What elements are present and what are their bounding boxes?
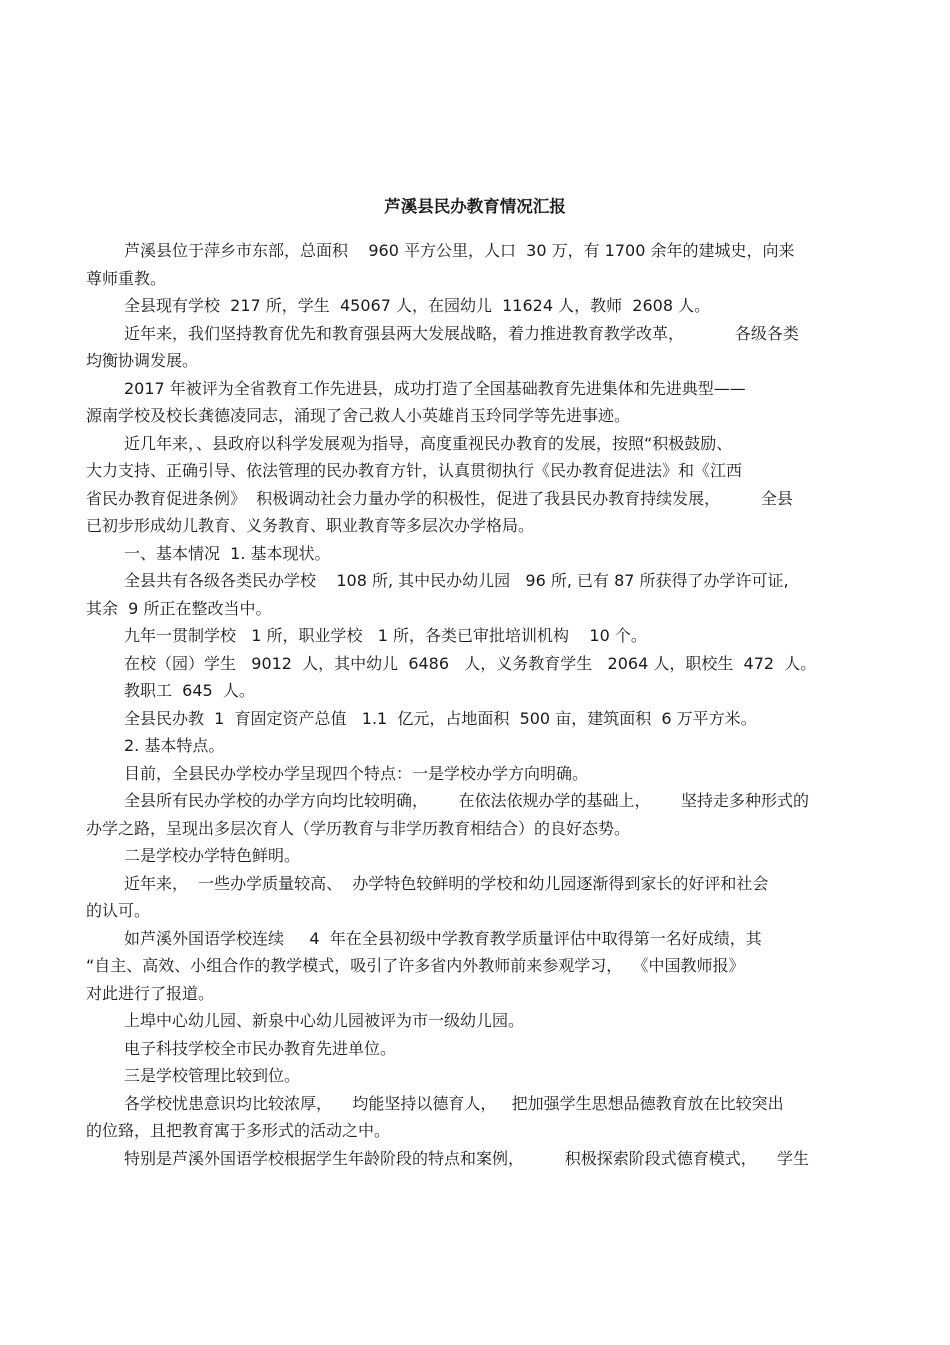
paragraph-line: 办学之路，呈现出多层次育人（学历教育与非学历教育相结合）的良好态势。 [86, 818, 631, 838]
paragraph-line: 特别是芦溪外国语学校根据学生年龄阶段的特点和案例， 积极探索阶段式德育模式， 学生 [124, 1148, 810, 1168]
paragraph-line: 源南学校及校长龚德凌同志，涌现了舍己救人小英雄肖玉玲同学等先进事迹。 [86, 406, 631, 425]
paragraph-line: 近年来， 一些办学质量较高、 办学特色较鲜明的学校和幼儿园逐渐得到家长的好评和社会 [124, 873, 769, 893]
paragraph [86, 1007, 866, 1035]
paragraph-line: 尊师重教。 [86, 268, 167, 288]
paragraph-line: 二是学校办学特色鲜明。 [124, 846, 301, 865]
paragraph [86, 787, 866, 842]
paragraph [86, 1062, 866, 1090]
paragraph-line: 其余 9 所正在整改当中。 [86, 598, 272, 618]
paragraph [86, 760, 866, 788]
paragraph [86, 292, 866, 320]
document-title: 芦溪县民办教育情况汇报 [384, 197, 566, 216]
paragraph-line: 2. 基本特点。 [124, 736, 225, 755]
paragraph [86, 237, 866, 292]
paragraph-line: 在校（园）学生 9012 人，其中幼儿 6486 人，义务教育学生 2064 人，职校生 472 人。 [124, 653, 817, 673]
document-body [86, 237, 866, 1172]
paragraph-line: 九年一贯制学校 1 所，职业学校 1 所，各类已审批培训机构 10 个。 [124, 626, 647, 645]
paragraph [86, 842, 866, 870]
paragraph-line: 全县所有民办学校的办学方向均比较明确， 在依法依规办学的基础上， 坚持走多种形式的 [124, 791, 810, 810]
paragraph-line: 上埠中心幼儿园、新泉中心幼儿园被评为市一级幼儿园。 [124, 1011, 525, 1030]
paragraph [86, 1035, 866, 1063]
paragraph-line: 芦溪县位于萍乡市东部，总面积 960 平方公里，人口 30 万，有 1700 余年的建城史，向来 [124, 241, 795, 260]
paragraph-line: 均衡协调发展。 [86, 351, 199, 370]
paragraph-line: 各学校忧患意识均比较浓厚， 均能坚持以德育人， 把加强学生思想品德教育放在比较突出 [124, 1093, 784, 1113]
paragraph-line: 近年来，我们坚持教育优先和教育强县两大发展战略，着力推进教育教学改革， 各级各类 [124, 323, 799, 343]
paragraph [86, 622, 866, 650]
paragraph-line: 全县共有各级各类民办学校 108 所, 其中民办幼儿园 96 所, 已有 87 所获得了办学许可证, [124, 571, 789, 590]
paragraph-line: 对此进行了报道。 [86, 983, 215, 1003]
paragraph-line: 全县民办教 1 育固定资产总值 1.1 亿元，占地面积 500 亩，建筑面积 6 万平方米。 [124, 708, 757, 728]
paragraph [86, 705, 866, 733]
paragraph-line: 目前，全县民办学校办学呈现四个特点：一是学校办学方向明确。 [124, 763, 589, 783]
paragraph [86, 732, 866, 760]
paragraph-line: 如芦溪外国语学校连续 4 年在全县初级中学教育教学质量评估中取得第一名好成绩，其 [124, 928, 762, 948]
paragraph-line: 全县现有学校 217 所，学生 45067 人，在园幼儿 11624 人，教师 2608 人。 [124, 296, 711, 315]
paragraph-line: 已初步形成幼儿教育、义务教育、职业教育等多层次办学格局。 [86, 516, 535, 535]
paragraph-line: “自主、高效、小组合作的教学模式，吸引了许多省内外教师前来参观学习， 《中国教师报》 [86, 956, 745, 975]
paragraph-line: 省民办教育促进条例》 积极调动社会力量办学的积极性，促进了我县民办教育持续发展， 全县 [86, 488, 793, 508]
paragraph [86, 320, 866, 375]
paragraph-line: 教职工 645 人。 [124, 681, 255, 700]
paragraph [86, 1090, 866, 1145]
paragraph [86, 430, 866, 540]
paragraph-line: 近几年来，、县政府以科学发展观为指导，高度重视民办教育的发展，按照“积极鼓励、 [124, 433, 733, 453]
paragraph [86, 677, 866, 705]
paragraph-line: 大力支持、正确引导、依法管理的民办教育方针，认真贯彻执行《民办教育促进法》和《江西 [86, 461, 743, 480]
paragraph-line: 的位臵，且把教育寓于多形式的活动之中。 [86, 1121, 391, 1140]
paragraph-line: 2017 年被评为全省教育工作先进县，成功打造了全国基础教育先进集体和先进典型—— [124, 378, 746, 398]
paragraph [86, 650, 866, 678]
paragraph-line: 的认可。 [86, 901, 151, 920]
paragraph [86, 375, 866, 430]
paragraph [86, 567, 866, 622]
paragraph [86, 925, 866, 1008]
paragraph-line: 电子科技学校全市民办教育先进单位。 [124, 1038, 397, 1058]
paragraph [86, 1145, 866, 1173]
paragraph [86, 870, 866, 925]
paragraph-line: 一、基本情况 1. 基本现状。 [124, 543, 331, 563]
paragraph [86, 540, 866, 568]
paragraph-line: 三是学校管理比较到位。 [124, 1066, 301, 1085]
